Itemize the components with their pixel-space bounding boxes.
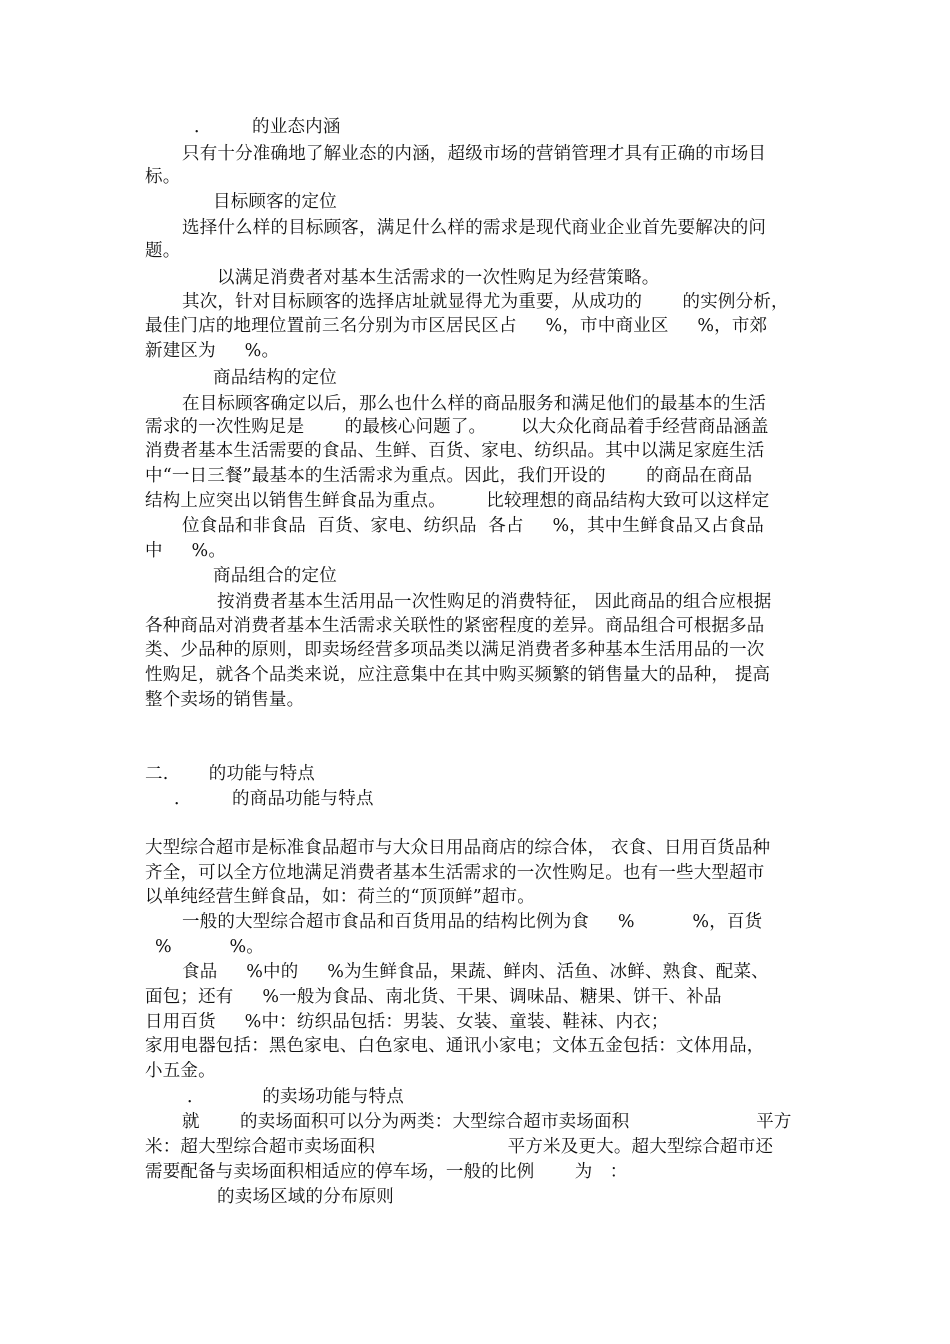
paragraph-line: 位食品和非食品 百货、家电、纺织品 各占 %，其中生鲜食品又占食品: [182, 516, 764, 536]
subheading-floor-layout-principles: 的卖场区域的分布原则: [217, 1187, 394, 1207]
paragraph-line: 米：超大型综合超市卖场面积 平方米及更大。超大型综合超市还: [145, 1137, 774, 1157]
paragraph-line: 新建区为 %。: [145, 341, 280, 361]
heading-format-connotation: ． 的业态内涵: [194, 117, 341, 137]
paragraph-line: % %。: [155, 937, 264, 957]
paragraph-line: 标。: [145, 167, 181, 187]
paragraph-line: 食品 %中的 %为生鲜食品，果蔬、鲜肉、活鱼、冰鲜、熟食、配菜、: [182, 962, 769, 982]
paragraph-line: 在目标顾客确定以后，那么也什么样的商品服务和满足他们的最基本的生活: [182, 394, 767, 414]
paragraph-line: 按消费者基本生活用品一次性购足的消费特征， 因此商品的组合应根据: [217, 592, 772, 612]
paragraph-line: 中 %。: [145, 541, 227, 561]
paragraph-line: 以满足消费者对基本生活需求的一次性购足为经营策略。: [217, 268, 660, 288]
section-heading-functions: 二. 的功能与特点: [145, 764, 316, 784]
paragraph-line: 面包；还有 %一般为食品、南北货、干果、调味品、糖果、饼干、补品: [145, 987, 722, 1007]
paragraph-line: 一般的大型综合超市食品和百货用品的结构比例为食 % %，百货: [182, 912, 763, 932]
heading-product-mix: 商品组合的定位: [213, 566, 337, 586]
paragraph-line: 只有十分准确地了解业态的内涵，超级市场的营销管理才具有正确的市场目: [182, 144, 767, 164]
paragraph-line: 就 的卖场面积可以分为两类：大型综合超市卖场面积 平方: [182, 1112, 792, 1132]
paragraph-line: 小五金。: [145, 1061, 216, 1081]
paragraph-line: 大型综合超市是标准食品超市与大众日用品商店的综合体， 衣食、日用百货品种: [145, 838, 771, 858]
paragraph-line: 中“一日三餐”最基本的生活需求为重点。因此，我们开设的 的商品在商品: [145, 466, 753, 486]
paragraph-line: 日用百货 %中：纺织品包括：男装、女装、童装、鞋袜、内衣；: [145, 1012, 669, 1032]
paragraph-line: 家用电器包括：黑色家电、白色家电、通讯小家电；文体五金包括：文体用品，: [145, 1036, 765, 1056]
paragraph-line: 题。: [145, 241, 181, 261]
subheading-sales-floor-functions: ． 的卖场功能与特点: [187, 1087, 404, 1107]
paragraph-line: 结构上应突出以销售生鲜食品为重点。 比较理想的商品结构大致可以这样定: [145, 491, 770, 511]
paragraph-line: 其次，针对目标顾客的选择店址就显得尤为重要，从成功的 的实例分析，: [182, 292, 789, 312]
paragraph-line: 消费者基本生活需要的食品、生鲜、百货、家电、纺织品。其中以满足家庭生活: [145, 441, 765, 461]
paragraph-line: 类、少品种的原则，即卖场经营多项品类以满足消费者多种基本生活用品的一次: [145, 640, 765, 660]
paragraph-line: 以单纯经营生鲜食品，如：荷兰的“顶顶鲜”超市。: [145, 887, 535, 907]
paragraph-line: 整个卖场的销售量。: [145, 690, 305, 710]
heading-product-structure: 商品结构的定位: [213, 368, 337, 388]
paragraph-line: 性购足，就各个品类来说，应注意集中在其中购买频繁的销售量大的品种， 提高: [145, 665, 771, 685]
subheading-product-functions: ． 的商品功能与特点: [174, 789, 374, 809]
paragraph-line: 选择什么样的目标顾客，满足什么样的需求是现代商业企业首先要解决的问: [182, 218, 767, 238]
paragraph-line: 齐全，可以全方位地满足消费者基本生活需求的一次性购足。也有一些大型超市: [145, 863, 765, 883]
paragraph-line: 最佳门店的地理位置前三名分别为市区居民区占 %，市中商业区 %，市郊: [145, 316, 768, 336]
paragraph-line: 需要配备与卖场面积相适应的停车场，一般的比例 为 ：: [145, 1162, 628, 1182]
heading-target-customer: 目标顾客的定位: [213, 192, 337, 212]
paragraph-line: 需求的一次性购足是 的最核心问题了。 以大众化商品着手经营商品涵盖: [145, 417, 769, 437]
paragraph-line: 各种商品对消费者基本生活需求关联性的紧密程度的差异。商品组合可根据多品: [145, 616, 765, 636]
